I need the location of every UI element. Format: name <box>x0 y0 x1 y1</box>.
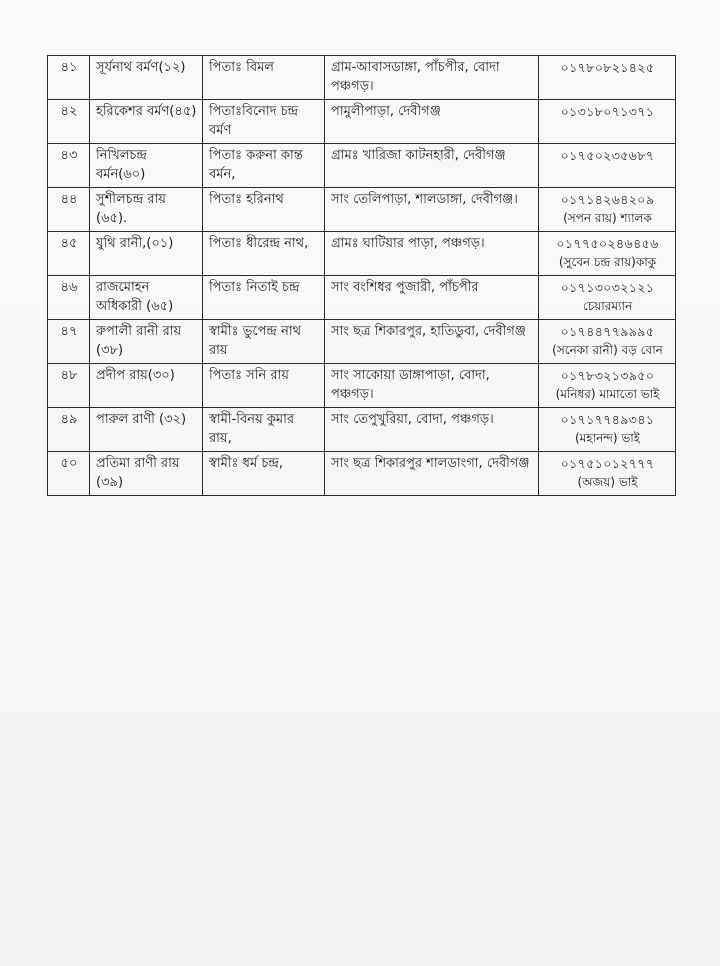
table-row <box>48 144 676 188</box>
phone-number: ০১৭৭৫০২৪৬৪৫৬ <box>556 236 659 251</box>
guardian-cell: পিতাঃ ধীরেন্দ্র নাথ, <box>203 232 325 276</box>
address-cell: সাং তেলিপাড়া, শালডাঙ্গা, দেবীগঞ্জ। <box>325 188 539 232</box>
address-cell: গ্রাম-আবাসডাঙ্গা, পাঁচপীর, বোদা পঞ্চগড়। <box>325 56 539 100</box>
records-table <box>47 55 676 496</box>
serial-cell: ৫০ <box>48 452 90 496</box>
phone-cell <box>539 100 676 144</box>
phone-number: ০১৭৮০৮২১৪২৫ <box>560 60 655 75</box>
phone-cell <box>539 452 676 496</box>
address-cell: সাং সাকোয়া ডাঙ্গাপাড়া, বোদা, পঞ্চগড়। <box>325 364 539 408</box>
contact-relation-note: (মহানন্দ) ভাই <box>574 431 641 445</box>
serial-cell: ৪৫ <box>48 232 90 276</box>
table-row <box>48 408 676 452</box>
name-cell: নিখিলচন্দ্র বর্মন(৬০) <box>90 144 203 188</box>
name-cell: সূর্যনাথ বর্মণ(১২) <box>90 56 203 100</box>
address-cell: গ্রামঃ খারিজা কাটনহারী, দেবীগঞ্জ <box>325 144 539 188</box>
contact-relation-note: (সনেকা রানী) বড় বোন <box>552 343 663 357</box>
contact-relation-note: (মনিধর) মামাতো ভাই <box>555 387 660 401</box>
address-cell: পামুলীপাড়া, দেবীগঞ্জ <box>325 100 539 144</box>
phone-number: ০১৭৫১০১২৭৭৭ <box>560 456 655 471</box>
name-cell: যুথি রানী,(০১) <box>90 232 203 276</box>
phone-number: ০১৭১৪২৬৪২০৯ <box>560 192 655 207</box>
name-cell: প্রতিমা রাণী রায় (৩৯) <box>90 452 203 496</box>
phone-cell <box>539 276 676 320</box>
table-row <box>48 100 676 144</box>
name-cell: প্রদীপ রায়(৩০) <box>90 364 203 408</box>
phone-number: ০১৭১৭৭৪৯৩৪১ <box>560 412 655 427</box>
table-row <box>48 276 676 320</box>
phone-cell <box>539 188 676 232</box>
name-cell: পারুল রাণী (৩২) <box>90 408 203 452</box>
guardian-cell: পিতাঃ হরিনাথ <box>203 188 325 232</box>
address-cell: সাং তেপুখুরিয়া, বোদা, পঞ্চগড়। <box>325 408 539 452</box>
contact-relation-note: (অজয়) ভাই <box>577 475 638 489</box>
serial-cell: ৪৯ <box>48 408 90 452</box>
serial-cell: ৪৪ <box>48 188 90 232</box>
phone-number: ০১৭৮৩২১৩৯৫০ <box>560 368 655 383</box>
phone-cell <box>539 408 676 452</box>
guardian-cell: স্বামী-বিনয় কুমার রায়, <box>203 408 325 452</box>
table-row <box>48 320 676 364</box>
serial-cell: ৪২ <box>48 100 90 144</box>
guardian-cell: স্বামীঃ ভুপেন্দ্র নাথ রায় <box>203 320 325 364</box>
guardian-cell: পিতাঃ নিতাই চন্দ্র <box>203 276 325 320</box>
name-cell: হরিকেশর বর্মণ(৪৫) <box>90 100 203 144</box>
phone-number: ০১৭১৩০৩২১২১ <box>560 280 655 295</box>
address-cell: সাং ছত্র শিকারপুর শালডাংগা, দেবীগঞ্জ <box>325 452 539 496</box>
table-row <box>48 232 676 276</box>
serial-cell: ৪৮ <box>48 364 90 408</box>
table-row <box>48 188 676 232</box>
serial-cell: ৪১ <box>48 56 90 100</box>
address-cell: গ্রামঃ ঘাটিয়ার পাড়া, পঞ্চগড়। <box>325 232 539 276</box>
contact-relation-note: (সুবেন চন্দ্র রায়)কাকু <box>558 255 657 269</box>
address-cell: সাং ছত্র শিকারপুর, হাতিডুবা, দেবীগঞ্জ <box>325 320 539 364</box>
guardian-cell: পিতাঃবিনোদ চন্দ্র বর্মণ <box>203 100 325 144</box>
guardian-cell: পিতাঃ করুনা কান্ত বর্মন, <box>203 144 325 188</box>
phone-cell <box>539 144 676 188</box>
guardian-cell: স্বামীঃ ধর্ম চন্দ্র, <box>203 452 325 496</box>
guardian-cell: পিতাঃ সনি রায় <box>203 364 325 408</box>
serial-cell: ৪৬ <box>48 276 90 320</box>
table-row <box>48 364 676 408</box>
phone-cell <box>539 364 676 408</box>
name-cell: সুশীলচন্দ্র রায় (৬৫). <box>90 188 203 232</box>
phone-number: ০১৭৪৪৭৭৯৯৯৫ <box>560 324 655 339</box>
contact-relation-note: (সপন রায়) শ্যালক <box>563 211 652 225</box>
phone-cell <box>539 320 676 364</box>
table-row <box>48 452 676 496</box>
contact-relation-note: চেয়ারম্যান <box>582 299 633 313</box>
phone-cell <box>539 232 676 276</box>
phone-cell <box>539 56 676 100</box>
records-table-body <box>48 56 676 496</box>
name-cell: রুপালী রানী রায় (৩৮) <box>90 320 203 364</box>
phone-number: ০১৩১৮০৭১৩৭১ <box>560 104 655 119</box>
phone-number: ০১৭৫০২৩৫৬৮৭ <box>560 148 655 163</box>
serial-cell: ৪৭ <box>48 320 90 364</box>
serial-cell: ৪৩ <box>48 144 90 188</box>
address-cell: সাং বংশিধর পুজারী, পাঁচপীর <box>325 276 539 320</box>
table-row <box>48 56 676 100</box>
guardian-cell: পিতাঃ বিমল <box>203 56 325 100</box>
name-cell: রাজমোহন অধিকারী (৬৫) <box>90 276 203 320</box>
